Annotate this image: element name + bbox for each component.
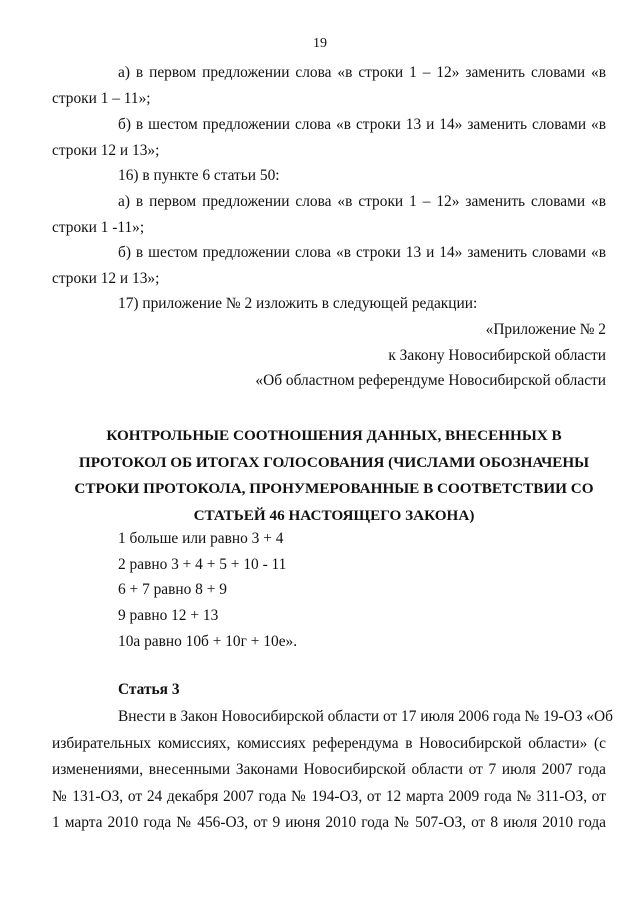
ratio-item: 10а равно 10б + 10г + 10е». (118, 632, 298, 650)
paragraph-line: б) в шестом предложении слова «в строки 13 и 14» заменить словами «в (118, 116, 606, 133)
paragraph-line: 17) приложение № 2 изложить в следующей редакции: (118, 295, 478, 312)
heading-line: СТАТЬЕЙ 46 НАСТОЯЩЕГО ЗАКОНА) (193, 506, 475, 524)
ratio-item: 9 равно 12 + 13 (118, 607, 219, 625)
control-ratios-list (118, 526, 297, 654)
heading-line: СТРОКИ ПРОТОКОЛА, ПРОНУМЕРОВАННЫЕ В СООТВЕТСТВИИ СО (74, 480, 594, 497)
section-heading (64, 423, 604, 529)
paragraph-line: строки 12 и 13»; (52, 269, 160, 287)
paragraph-line: строки 1 – 11»; (52, 89, 151, 107)
article-line: № 131-ОЗ, от 24 декабря 2007 года № 194-ОЗ, от 12 марта 2009 года № 311-ОЗ, от (52, 787, 606, 805)
ratio-item: 1 больше или равно 3 + 4 (118, 530, 284, 547)
article-title: Статья 3 (118, 681, 180, 698)
page-number: 19 (313, 36, 327, 51)
paragraph-line: 16) в пункте 6 статьи 50: (118, 167, 280, 184)
appendix-header-line: «Приложение № 2 (485, 321, 606, 338)
article-line: 1 марта 2010 года № 456-ОЗ, от 9 июня 2010 года № 507-ОЗ, от 8 июля 2010 года (52, 814, 606, 831)
article-line: изменениями, внесенными Законами Новосибирской области от 7 июля 2007 года (52, 761, 606, 778)
paragraph-line: а) в первом предложении слова «в строки 1 – 12» заменить словами «в (118, 64, 606, 81)
appendix-header-line: «Об областном референдуме Новосибирской области (255, 372, 606, 390)
heading-line: ПРОТОКОЛ ОБ ИТОГАХ ГОЛОСОВАНИЯ (ЧИСЛАМИ ОБОЗНАЧЕНЫ (78, 453, 590, 471)
paragraph-line: строки 12 и 13»; (52, 141, 160, 159)
ratio-item: 6 + 7 равно 8 + 9 (118, 581, 227, 599)
appendix-header-line: к Закону Новосибирской области (388, 346, 606, 364)
appendix-header (52, 317, 606, 394)
ratio-item: 2 равно 3 + 4 + 5 + 10 - 11 (118, 555, 287, 573)
heading-line: КОНТРОЛЬНЫЕ СООТНОШЕНИЯ ДАННЫХ, ВНЕСЕННЫХ В (106, 427, 562, 444)
paragraph-line: строки 1 -11»; (52, 218, 145, 236)
paragraph-line: а) в первом предложении слова «в строки 1 – 12» заменить словами «в (118, 193, 606, 210)
paragraph-line: б) в шестом предложении слова «в строки 13 и 14» заменить словами «в (118, 244, 606, 261)
article-line: избирательных комиссиях, комиссиях референдума в Новосибирской области» (с (52, 734, 606, 752)
article-line: Внести в Закон Новосибирской области от 17 июля 2006 года № 19-ОЗ «Об (118, 708, 613, 725)
article-body (52, 704, 613, 837)
